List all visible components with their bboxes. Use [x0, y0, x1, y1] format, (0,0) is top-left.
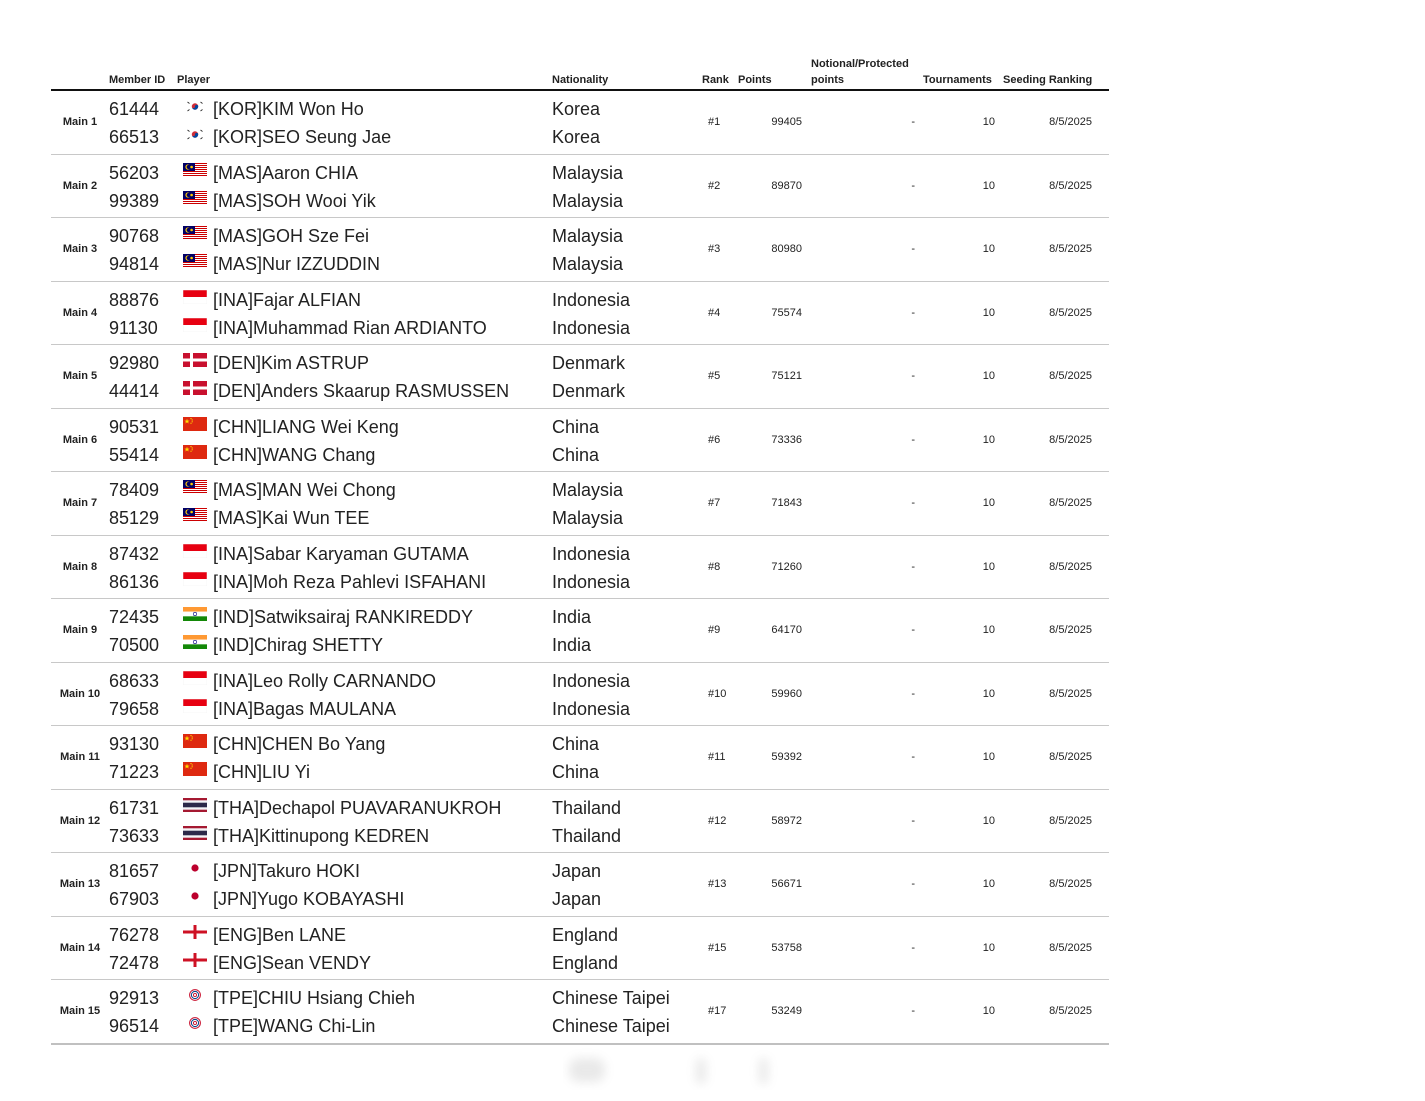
player-name-link[interactable]: [KOR]KIM Won Ho: [213, 99, 364, 119]
points-value: 89870: [771, 179, 802, 192]
malaysia-flag-icon: [183, 226, 207, 240]
player-nationality: Thailand: [552, 797, 622, 818]
player-name-link[interactable]: [CHN]WANG Chang: [213, 444, 376, 465]
points-value: 99405: [771, 116, 802, 129]
points-value: 53758: [771, 941, 802, 954]
player-nationality: England: [552, 924, 619, 945]
player-name-link[interactable]: [DEN]Anders Skaarup RASMUSSEN: [213, 381, 510, 401]
tournaments-value: 10: [982, 306, 995, 319]
player-name-link[interactable]: [TPE]CHIU Hsiang Chieh: [213, 988, 416, 1008]
member-id: 55414: [109, 444, 160, 465]
seed-label: Main 8: [62, 560, 98, 573]
player-nationality: Indonesia: [552, 289, 631, 310]
notional-points-value: -: [911, 243, 915, 256]
member-id: 72435: [109, 607, 160, 627]
table-row: [51, 663, 1109, 727]
england-flag-icon: [183, 953, 207, 967]
header-tournaments: Tournaments: [923, 74, 992, 86]
player-name-link[interactable]: [CHN]LIANG Wei Keng: [213, 416, 399, 437]
player-name-link[interactable]: [JPN]Yugo KOBAYASHI: [213, 889, 405, 909]
tournaments-value: 10: [982, 814, 995, 827]
notional-points-value: -: [911, 433, 915, 446]
player-nationality: Malaysia: [552, 480, 624, 500]
rank-value: #8: [708, 560, 721, 573]
seed-label: Main 6: [62, 433, 98, 446]
member-id: 93130: [109, 734, 160, 754]
table-row: [51, 409, 1109, 473]
points-value: 71843: [771, 497, 802, 510]
tournaments-value: 10: [982, 433, 995, 446]
seed-label: Main 5: [62, 370, 98, 383]
player-nationality: Chinese Taipei: [552, 1016, 670, 1036]
player-nationality: Malaysia: [552, 508, 624, 528]
seed-label: Main 3: [62, 243, 98, 256]
china-flag-icon: [183, 762, 207, 776]
player-name-link[interactable]: [JPN]Takuro HOKI: [213, 861, 361, 881]
rank-value: #9: [708, 624, 721, 637]
notional-points-value: -: [911, 560, 915, 573]
seed-label: Main 14: [59, 941, 101, 954]
tournaments-value: 10: [982, 370, 995, 383]
player-name-link[interactable]: [MAS]GOH Sze Fei: [213, 226, 370, 246]
player-name-link[interactable]: [MAS]Kai Wun TEE: [213, 508, 370, 528]
seeding-ranking-date: 8/5/2025: [1049, 497, 1092, 510]
member-id: 61731: [109, 797, 160, 818]
player-nationality: China: [552, 762, 600, 782]
player-name-link[interactable]: [INA]Bagas MAULANA: [213, 698, 397, 719]
rank-value: #4: [708, 306, 721, 319]
seed-label: Main 7: [62, 497, 98, 510]
indonesia-flag-icon: [183, 671, 207, 685]
indonesia-flag-icon: [183, 544, 207, 558]
notional-points-value: -: [911, 941, 915, 954]
malaysia-flag-icon: [183, 254, 207, 268]
malaysia-flag-icon: [183, 163, 207, 177]
notional-points-value: -: [911, 179, 915, 192]
player-nationality: China: [552, 734, 600, 754]
seeding-ranking-date: 8/5/2025: [1049, 814, 1092, 827]
notional-points-value: -: [911, 624, 915, 637]
member-id: 92913: [109, 988, 160, 1008]
tournaments-value: 10: [982, 878, 995, 891]
rank-value: #1: [708, 116, 721, 129]
china-flag-icon: [183, 417, 207, 431]
seed-label: Main 13: [59, 878, 101, 891]
table-row: [51, 917, 1109, 981]
player-name-link[interactable]: [INA]Fajar ALFIAN: [213, 289, 362, 310]
rank-value: #2: [708, 179, 721, 192]
player-nationality: Korea: [552, 99, 601, 119]
player-name-link[interactable]: [KOR]SEO Seung Jae: [213, 127, 392, 147]
player-name-link[interactable]: [MAS]Aaron CHIA: [213, 162, 359, 183]
member-id: 87432: [109, 543, 160, 564]
rank-value: #7: [708, 497, 721, 510]
table-row: [51, 218, 1109, 282]
indonesia-flag-icon: [183, 290, 207, 304]
header-notional-line1: Notional/Protected: [811, 58, 909, 70]
player-nationality: China: [552, 416, 600, 437]
tournaments-value: 10: [982, 243, 995, 256]
seeding-ranking-date: 8/5/2025: [1049, 370, 1092, 383]
points-value: 64170: [771, 624, 802, 637]
member-id: 44414: [109, 381, 160, 401]
points-value: 75121: [771, 370, 802, 383]
notional-points-value: -: [911, 751, 915, 764]
chinese-taipei-flag-icon: [183, 988, 207, 1002]
seeding-ranking-date: 8/5/2025: [1049, 179, 1092, 192]
player-name-link[interactable]: [MAS]Nur IZZUDDIN: [213, 254, 381, 274]
table-body: [51, 91, 1109, 1045]
table-row: [51, 726, 1109, 790]
denmark-flag-icon: [183, 353, 207, 367]
chinese-taipei-flag-icon: [183, 1016, 207, 1030]
member-id: 79658: [109, 698, 160, 719]
table-header: [51, 57, 1109, 91]
header-player: Player: [177, 74, 211, 86]
tournaments-value: 10: [982, 497, 995, 510]
player-nationality: Indonesia: [552, 317, 631, 338]
table-row: [51, 282, 1109, 346]
rank-value: #15: [708, 941, 727, 954]
points-value: 73336: [771, 433, 802, 446]
rank-value: #12: [708, 814, 727, 827]
notional-points-value: -: [911, 116, 915, 129]
japan-flag-icon: [183, 861, 207, 875]
player-nationality: Korea: [552, 127, 601, 147]
thailand-flag-icon: [183, 826, 207, 840]
notional-points-value: -: [911, 814, 915, 827]
seed-label: Main 1: [62, 116, 98, 129]
player-name-link[interactable]: [MAS]MAN Wei Chong: [213, 480, 396, 500]
thailand-flag-icon: [183, 798, 207, 812]
malaysia-flag-icon: [183, 480, 207, 494]
seed-label: Main 2: [62, 179, 98, 192]
seed-label: Main 9: [62, 624, 98, 637]
player-nationality: Japan: [552, 889, 602, 909]
member-id: 92980: [109, 353, 160, 373]
player-nationality: Denmark: [552, 381, 626, 401]
player-nationality: Indonesia: [552, 698, 631, 719]
player-nationality: China: [552, 444, 600, 465]
rank-value: #6: [708, 433, 721, 446]
player-name-link[interactable]: [THA]Dechapol PUAVARANUKROH: [213, 797, 502, 818]
england-flag-icon: [183, 925, 207, 939]
rank-value: #5: [708, 370, 721, 383]
seeding-ranking-date: 8/5/2025: [1049, 878, 1092, 891]
seeding-ranking-date: 8/5/2025: [1049, 1005, 1092, 1018]
header-nationality: Nationality: [552, 74, 609, 86]
player-nationality: England: [552, 952, 619, 973]
player-nationality: Denmark: [552, 353, 626, 373]
seeding-ranking-date: 8/5/2025: [1049, 941, 1092, 954]
seed-label: Main 4: [62, 306, 98, 319]
points-value: 53249: [771, 1005, 802, 1018]
member-id: 91130: [109, 317, 158, 338]
notional-points-value: -: [911, 306, 915, 319]
indonesia-flag-icon: [183, 318, 207, 332]
player-nationality: Indonesia: [552, 670, 631, 691]
member-id: 94814: [109, 254, 160, 274]
rank-value: #17: [708, 1005, 727, 1018]
member-id: 81657: [109, 861, 160, 881]
china-flag-icon: [183, 734, 207, 748]
member-id: 67903: [109, 889, 160, 909]
table-row: [51, 91, 1109, 155]
notional-points-value: -: [911, 687, 915, 700]
tournaments-value: 10: [982, 751, 995, 764]
table-row: [51, 790, 1109, 854]
player-name-link[interactable]: [ENG]Ben LANE: [213, 924, 347, 945]
notional-points-value: -: [911, 1005, 915, 1018]
member-id: 68633: [109, 670, 160, 691]
korea-flag-icon: [183, 127, 207, 141]
notional-points-value: -: [911, 878, 915, 891]
india-flag-icon: [183, 635, 207, 649]
rank-value: #11: [708, 751, 726, 764]
player-name-link[interactable]: [MAS]SOH Wooi Yik: [213, 190, 376, 211]
malaysia-flag-icon: [183, 508, 207, 522]
table-row: [51, 472, 1109, 536]
points-value: 59392: [771, 751, 802, 764]
points-value: 56671: [771, 878, 802, 891]
member-id: 71223: [109, 762, 160, 782]
player-name-link[interactable]: [IND]Chirag SHETTY: [213, 635, 384, 655]
seeding-ranking-date: 8/5/2025: [1049, 560, 1092, 573]
japan-flag-icon: [183, 889, 207, 903]
rank-value: #3: [708, 243, 721, 256]
tournaments-value: 10: [982, 687, 995, 700]
member-id: 78409: [109, 480, 160, 500]
member-id: 70500: [109, 635, 160, 655]
notional-points-value: -: [911, 497, 915, 510]
member-id: 88876: [109, 289, 160, 310]
player-nationality: Malaysia: [552, 226, 624, 246]
india-flag-icon: [183, 607, 207, 621]
member-id: 56203: [109, 162, 160, 183]
player-name-link[interactable]: [INA]Sabar Karyaman GUTAMA: [213, 543, 469, 564]
member-id: 76278: [109, 924, 160, 945]
table-row: [51, 853, 1109, 917]
malaysia-flag-icon: [183, 191, 207, 205]
header-seeding-ranking: Seeding Ranking: [1003, 74, 1093, 86]
table-row: [51, 599, 1109, 663]
player-name-link[interactable]: [THA]Kittinupong KEDREN: [213, 825, 430, 846]
member-id: 96514: [109, 1016, 160, 1036]
seeding-ranking-date: 8/5/2025: [1049, 687, 1092, 700]
seed-label: Main 12: [59, 814, 101, 827]
member-id: 66513: [109, 127, 160, 147]
player-nationality: Malaysia: [552, 162, 624, 183]
points-value: 59960: [771, 687, 802, 700]
member-id: 85129: [109, 508, 160, 528]
points-value: 58972: [771, 814, 802, 827]
member-id: 72478: [109, 952, 160, 973]
player-name-link[interactable]: [INA]Leo Rolly CARNANDO: [213, 670, 437, 691]
table-row: [51, 345, 1109, 409]
tournaments-value: 10: [982, 116, 995, 129]
header-member-id: Member ID: [109, 74, 166, 86]
points-value: 80980: [771, 243, 802, 256]
rank-value: #13: [708, 878, 727, 891]
player-nationality: Indonesia: [552, 543, 631, 564]
rank-value: #10: [708, 687, 727, 700]
seed-label: Main 15: [59, 1005, 101, 1018]
player-name-link[interactable]: [INA]Muhammad Rian ARDIANTO: [213, 317, 487, 338]
seeding-ranking-date: 8/5/2025: [1049, 751, 1092, 764]
china-flag-icon: [183, 445, 207, 459]
seeding-ranking-date: 8/5/2025: [1049, 624, 1092, 637]
member-id: 61444: [109, 99, 160, 119]
indonesia-flag-icon: [183, 699, 207, 713]
header-rank: Rank: [702, 74, 729, 86]
tournaments-value: 10: [982, 560, 995, 573]
member-id: 90768: [109, 226, 160, 246]
player-name-link[interactable]: [CHN]LIU Yi: [213, 762, 311, 782]
seeding-ranking-date: 8/5/2025: [1049, 243, 1092, 256]
player-name-link[interactable]: [IND]Satwiksairaj RANKIREDDY: [213, 607, 474, 627]
tournaments-value: 10: [982, 941, 995, 954]
header-notional-line2: points: [811, 74, 844, 86]
tournaments-value: 10: [982, 179, 995, 192]
header-points: Points: [738, 74, 772, 86]
points-value: 75574: [771, 306, 802, 319]
seeding-table: [51, 57, 1109, 1045]
seeding-ranking-date: 8/5/2025: [1049, 116, 1092, 129]
player-nationality: India: [552, 635, 592, 655]
player-name-link[interactable]: [DEN]Kim ASTRUP: [213, 353, 370, 373]
korea-flag-icon: [183, 99, 207, 113]
member-id: 86136: [109, 571, 160, 592]
points-value: 71260: [771, 560, 802, 573]
scroll-shadow-artifact: [563, 1040, 863, 1090]
notional-points-value: -: [911, 370, 915, 383]
seeding-ranking-date: 8/5/2025: [1049, 433, 1092, 446]
indonesia-flag-icon: [183, 572, 207, 586]
seed-label: Main 11: [60, 751, 100, 764]
tournaments-value: 10: [982, 624, 995, 637]
player-name-link[interactable]: [CHN]CHEN Bo Yang: [213, 734, 386, 754]
player-nationality: India: [552, 607, 592, 627]
player-nationality: Japan: [552, 861, 602, 881]
member-id: 99389: [109, 190, 160, 211]
player-name-link[interactable]: [INA]Moh Reza Pahlevi ISFAHANI: [213, 571, 487, 592]
player-nationality: Indonesia: [552, 571, 631, 592]
tournaments-value: 10: [982, 1005, 995, 1018]
seed-label: Main 10: [59, 687, 101, 700]
table-row: [51, 155, 1109, 219]
player-nationality: Malaysia: [552, 254, 624, 274]
member-id: 90531: [109, 416, 160, 437]
member-id: 73633: [109, 825, 160, 846]
table-row: [51, 536, 1109, 600]
table-row: [51, 980, 1109, 1045]
player-name-link[interactable]: [TPE]WANG Chi-Lin: [213, 1016, 376, 1036]
player-nationality: Thailand: [552, 825, 622, 846]
seeding-ranking-date: 8/5/2025: [1049, 306, 1092, 319]
denmark-flag-icon: [183, 381, 207, 395]
player-nationality: Chinese Taipei: [552, 988, 670, 1008]
player-name-link[interactable]: [ENG]Sean VENDY: [213, 952, 372, 973]
player-nationality: Malaysia: [552, 190, 624, 211]
